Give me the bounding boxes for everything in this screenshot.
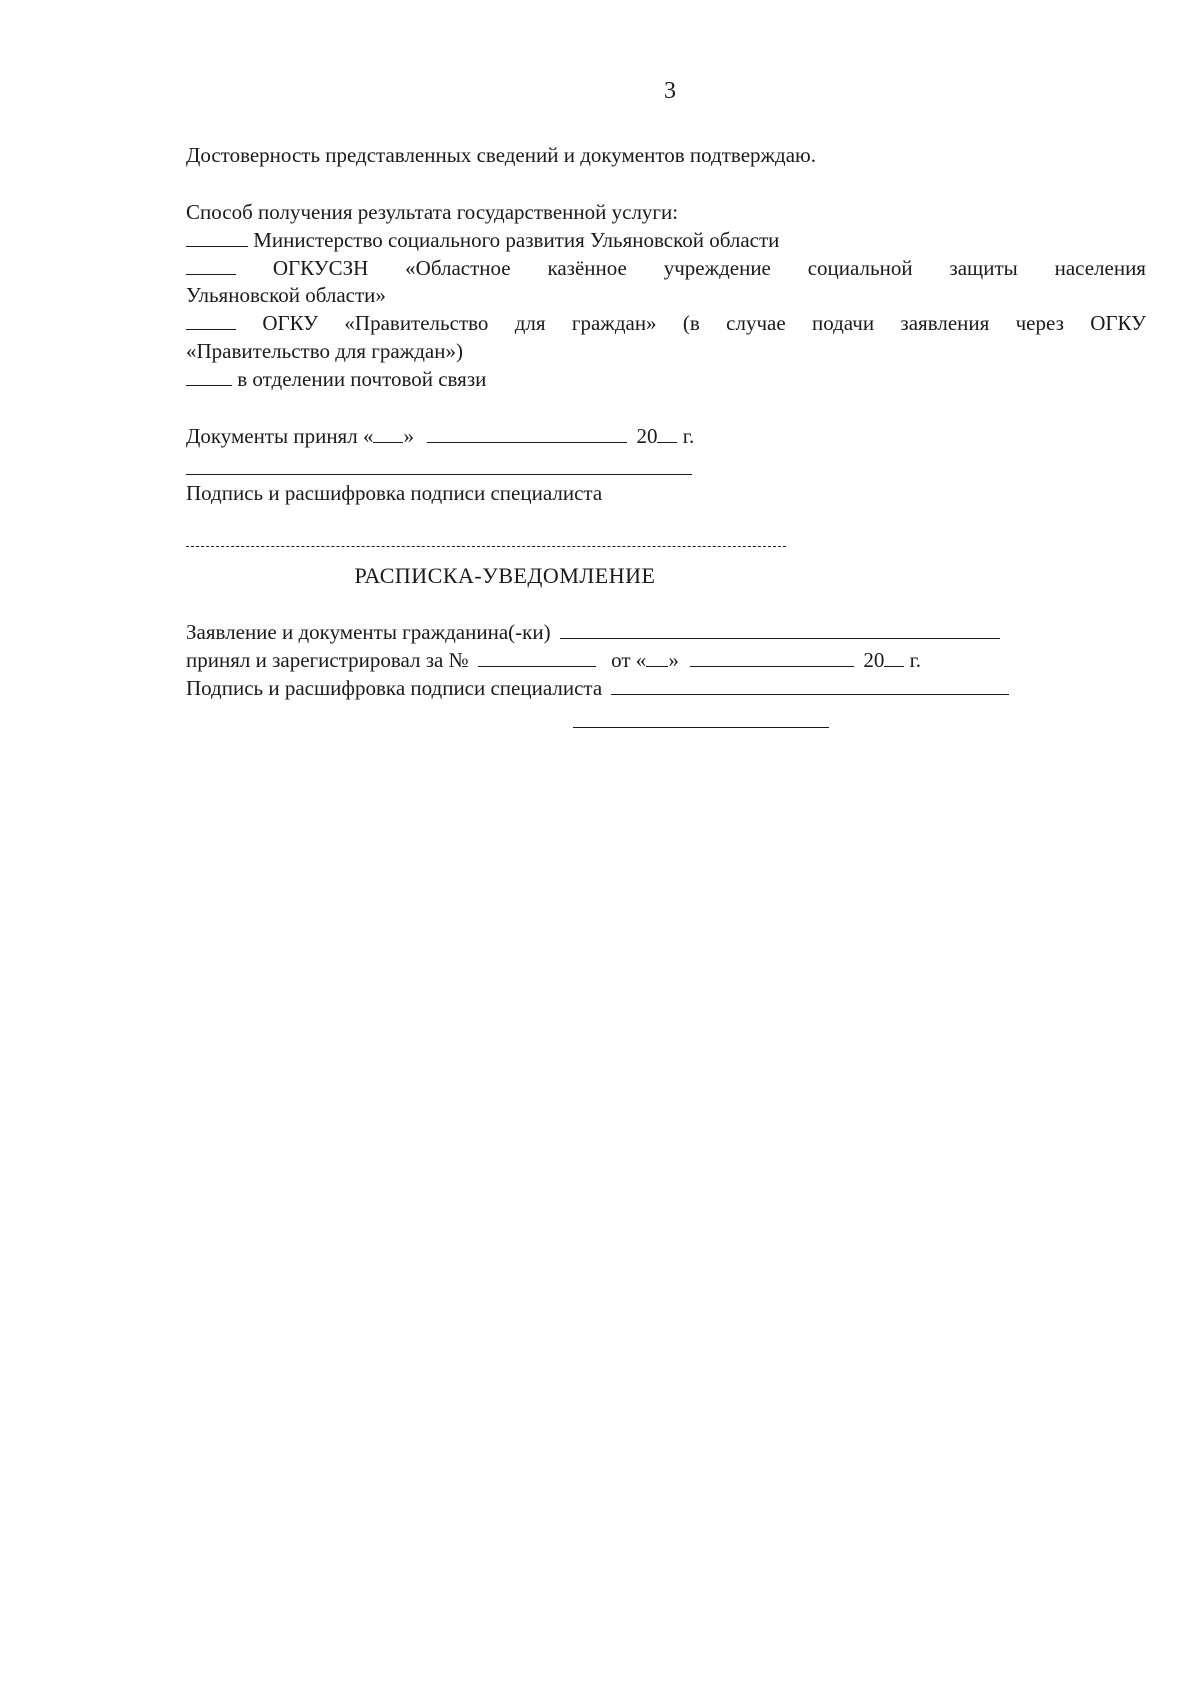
page-number: 3 bbox=[664, 78, 676, 104]
specialist-signature-line[interactable] bbox=[186, 474, 692, 475]
option-label: Министерство социального развития Ульяновской области bbox=[253, 228, 780, 252]
declaration-text: Достоверность представленных сведений и документов подтверждаю. bbox=[186, 143, 816, 167]
method-option-ministry bbox=[186, 228, 779, 253]
specialist-signature-blank[interactable] bbox=[611, 676, 1009, 695]
checkbox-blank-line[interactable] bbox=[186, 311, 236, 330]
specialist-signature-caption: Подпись и расшифровка подписи специалиста bbox=[186, 481, 603, 505]
method-option-ogkuszn: ОГКУСЗН «Областное казённое учреждение социальной защиты населения bbox=[186, 256, 1146, 281]
method-option-post bbox=[186, 367, 486, 392]
year-blank[interactable] bbox=[657, 424, 677, 443]
option-label: в отделении почтовой связи bbox=[237, 367, 487, 391]
method-option-ogku-cont: «Правительство для граждан») bbox=[186, 339, 463, 363]
cut-line bbox=[186, 546, 786, 547]
method-option-ogku: ОГКУ «Правительство для граждан» (в случае подачи заявления через ОГКУ bbox=[186, 311, 1146, 336]
documents-accepted-line: Документы принял « » 20 г. bbox=[186, 424, 695, 448]
checkbox-blank-line[interactable] bbox=[186, 256, 236, 275]
month-blank[interactable] bbox=[690, 648, 854, 667]
receipt-title: РАСПИСКА-УВЕДОМЛЕНИЕ bbox=[354, 563, 656, 588]
receipt-signature-line: Подпись и расшифровка подписи специалиста bbox=[186, 676, 1009, 701]
day-blank[interactable] bbox=[646, 648, 668, 667]
end-separator-line bbox=[573, 727, 829, 728]
receipt-applicant-line: Заявление и документы гражданина(-ки) bbox=[186, 620, 1000, 645]
applicant-name-blank[interactable] bbox=[560, 620, 1000, 639]
checkbox-blank-line[interactable] bbox=[186, 228, 248, 247]
method-heading: Способ получения результата государственной услуги: bbox=[186, 200, 679, 224]
receipt-registration-line: принял и зарегистрировал за № от « » 20 г. bbox=[186, 648, 922, 672]
method-option-ogkuszn-cont: Ульяновской области» bbox=[186, 283, 386, 307]
day-blank[interactable] bbox=[373, 424, 403, 443]
month-blank[interactable] bbox=[427, 424, 627, 443]
year-blank[interactable] bbox=[884, 648, 904, 667]
registration-number-blank[interactable] bbox=[478, 648, 596, 667]
checkbox-blank-line[interactable] bbox=[186, 367, 232, 386]
